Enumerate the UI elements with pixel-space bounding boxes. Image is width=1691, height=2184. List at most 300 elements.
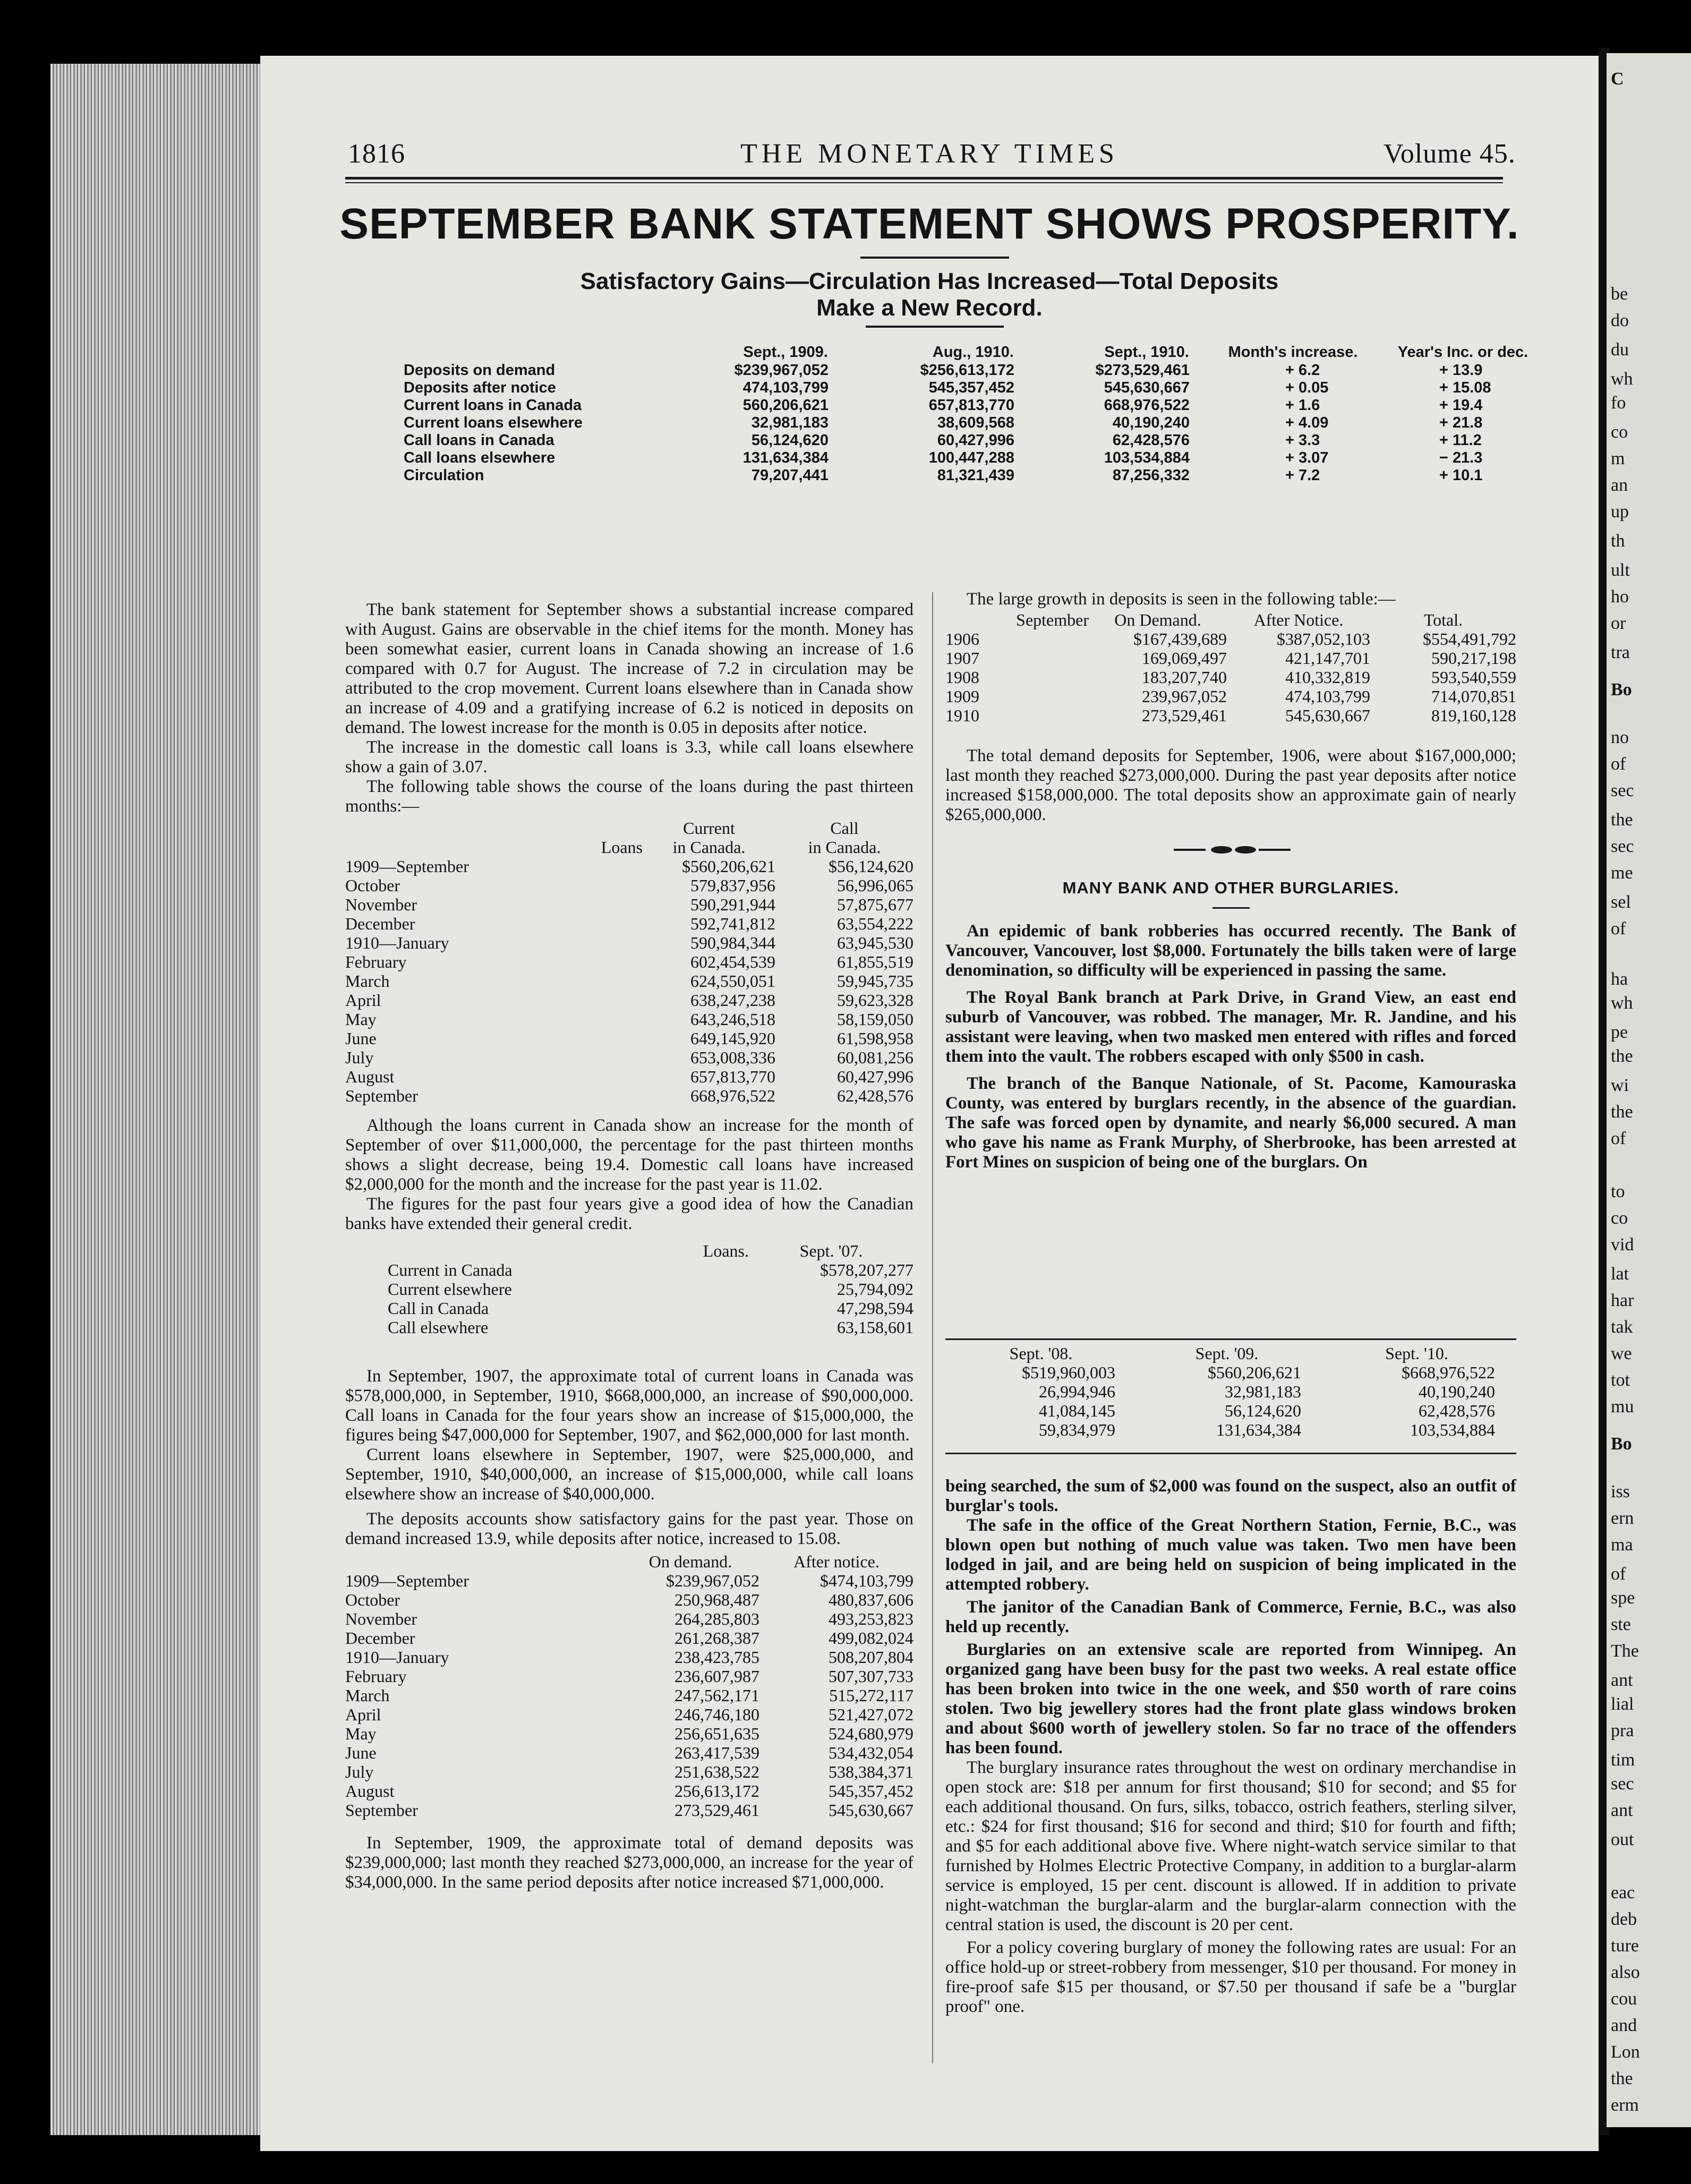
- paragraph: Although the loans current in Canada show an increase for the month of September of over $11,000,000, the percentage for the past thirteen months shows a slight decrease, being 19.4. Domestic call loans have increased $2,000,000 for the month and the increase for the past year is 11.02.: [345, 1116, 913, 1194]
- deposit-label: September: [345, 1801, 418, 1820]
- adjacent-page-line: the: [1611, 1102, 1633, 1122]
- wide-row: [945, 1382, 1516, 1401]
- article-title: SEPTEMBER BANK STATEMENT SHOWS PROSPERITY.: [339, 200, 1519, 248]
- deposit-row: [345, 1571, 913, 1590]
- deposit-row: [345, 1705, 913, 1724]
- summary-cell: 657,813,770: [928, 397, 1014, 414]
- adjacent-page-line: mu: [1611, 1397, 1634, 1417]
- wide-table-rule-bottom: [945, 1453, 1516, 1454]
- wide-cell: 62,428,576: [1419, 1401, 1495, 1420]
- adjacent-page-line: spe: [1611, 1588, 1635, 1608]
- deposit-row: [345, 1762, 913, 1781]
- loans-cell: $56,124,620: [829, 857, 913, 876]
- adjacent-page-line: tim: [1611, 1750, 1635, 1770]
- growth-header: September: [1016, 610, 1089, 629]
- loans-row: [345, 1048, 913, 1067]
- wide-header-row: [945, 1344, 1516, 1363]
- summary-cell: + 11.2: [1439, 432, 1482, 449]
- summary-row: [404, 379, 1540, 397]
- newspaper-page: [260, 56, 1599, 2151]
- publication-title: THE MONETARY TIMES: [740, 139, 1118, 169]
- loans-header: Call: [830, 818, 859, 838]
- summary-cell: 545,357,452: [928, 379, 1014, 396]
- deposit-label: 1909—September: [345, 1571, 469, 1590]
- deposit-row: [345, 1743, 913, 1762]
- summary-cell: + 4.09: [1285, 414, 1329, 431]
- growth-cell: 410,332,819: [1285, 668, 1370, 687]
- loans-label: 1910—January: [345, 933, 449, 952]
- wide-cell: $668,976,522: [1402, 1363, 1495, 1382]
- paragraph: being searched, the sum of $2,000 was found on the suspect, also an outfit of burglar's tools.: [945, 1477, 1516, 1515]
- loans-label: September: [345, 1086, 418, 1105]
- loans-cell: 653,008,336: [690, 1048, 775, 1067]
- volume-label: Volume 45.: [1383, 139, 1516, 169]
- section-divider: [945, 825, 1516, 867]
- summary-cell: + 6.2: [1285, 362, 1320, 379]
- deposit-cell: 261,268,387: [674, 1628, 759, 1648]
- loans-label: February: [345, 952, 407, 971]
- adjacent-page-line: sec: [1611, 1774, 1634, 1794]
- paragraph: The burglary insurance rates throughout the west on ordinary merchandise in open stock are: $18 per annum for first thousand; $10 for second; and $5 for each additional thousand. On furs, silks, tobacco, ostrich feathers, sterling silver, etc.: $24 for first thousand; $16 for second and third; $10 for fourth and fifth; and $5 for each additional above five. Where night-watch service similar to that furnished by Holmes Electric Protective Company, in addition to a burglar-alarm service is employed, 15 per cent. discount is allowed. If in addition to private night-watchman the burglar-alarm and the burglar-alarm connection with the central station is used, the discount is 20 per cent.: [945, 1758, 1516, 1934]
- column-separator: [932, 592, 933, 2063]
- adjacent-page-line: vid: [1611, 1235, 1634, 1255]
- summary-cell: + 0.05: [1285, 379, 1329, 396]
- four-year-table: [345, 1241, 913, 1337]
- growth-cell: 183,207,740: [1142, 668, 1227, 687]
- adjacent-page-line: tak: [1611, 1317, 1633, 1337]
- summary-cell: 40,190,240: [1112, 414, 1190, 431]
- adjacent-page-line: cou: [1611, 1989, 1637, 2009]
- loans-header: in Canada.: [672, 838, 746, 857]
- deposit-label: May: [345, 1724, 377, 1743]
- deposit-cell: 534,432,054: [829, 1743, 913, 1762]
- wide-row: [945, 1420, 1516, 1439]
- growth-cell: 819,160,128: [1431, 706, 1516, 725]
- deposit-cell: 480,837,606: [829, 1590, 913, 1609]
- summary-cell: 545,630,667: [1104, 379, 1190, 396]
- adjacent-page-line: co: [1611, 1208, 1628, 1228]
- deposit-row: [345, 1667, 913, 1686]
- summary-header-cell: Sept., 1909.: [743, 344, 828, 361]
- adjacent-page-line: wi: [1611, 1076, 1629, 1095]
- deposit-row: [345, 1686, 913, 1705]
- column-right: [945, 590, 1516, 1172]
- loans-row: [345, 1067, 913, 1086]
- adjacent-page-line: we: [1611, 1344, 1632, 1363]
- summary-cell: − 21.3: [1439, 449, 1483, 466]
- summary-cell: 668,976,522: [1104, 397, 1190, 414]
- adjacent-page-line: ult: [1611, 560, 1630, 580]
- adjacent-page-line: ern: [1611, 1508, 1634, 1528]
- growth-cell: 474,103,799: [1285, 687, 1370, 706]
- wide-cell: 59,834,979: [1039, 1420, 1115, 1439]
- adjacent-page-line: the: [1611, 1046, 1633, 1066]
- loans-row: [345, 895, 913, 914]
- deposit-label: June: [345, 1743, 377, 1762]
- deposit-row: [345, 1801, 913, 1820]
- loans-cell: 56,996,065: [837, 876, 913, 895]
- summary-row: [404, 414, 1540, 432]
- loans-label: December: [345, 914, 415, 933]
- growth-cell: 273,529,461: [1142, 706, 1227, 725]
- summary-cell: 87,256,332: [1112, 467, 1190, 484]
- loans-cell: $560,206,621: [682, 857, 775, 876]
- adjacent-page-line: sec: [1611, 781, 1634, 800]
- burglary-heading: MANY BANK AND OTHER BURGLARIES.: [1062, 878, 1399, 897]
- adjacent-page-line: or: [1611, 613, 1626, 633]
- loans-cell: 59,623,328: [837, 991, 913, 1010]
- paragraph: Current loans elsewhere in September, 1907, were $25,000,000, and September, 1910, $40,000,000, an increase of $15,000,000, while call loans elsewhere show an increase of $40,000,000.: [345, 1445, 913, 1504]
- loans-cell: 602,454,539: [690, 952, 775, 971]
- adjacent-page-line: pra: [1611, 1721, 1634, 1741]
- growth-year: 1907: [945, 649, 979, 668]
- adjacent-page-line: sel: [1611, 892, 1631, 912]
- wide-table-rule-top: [945, 1338, 1516, 1340]
- loans-cell: 624,550,051: [690, 971, 775, 991]
- summary-cell: + 19.4: [1439, 397, 1483, 414]
- adjacent-page-line: to: [1611, 1182, 1625, 1201]
- paragraph: In September, 1907, the approximate total of current loans in Canada was $578,000,000, in September, 1910, $668,000,000, an increase of $90,000,000. Call loans in Canada for the four years show an increase of $15,000,000, the figures being $47,000,000 for September, 1907, and $62,000,000 for last month.: [345, 1367, 913, 1445]
- adjacent-page-line: The: [1611, 1641, 1639, 1661]
- deposit-cell: 246,746,180: [674, 1705, 759, 1724]
- growth-year: 1909: [945, 687, 979, 706]
- paragraph: In September, 1909, the approximate total of demand deposits was $239,000,000; last month they reached $273,000,000, an increase for the year of $34,000,000. In the same period deposits after notice increased $71,000,000.: [345, 1833, 913, 1892]
- page-number: 1816: [348, 139, 405, 169]
- loans-cell: 57,875,677: [837, 895, 913, 914]
- deposit-label: February: [345, 1667, 407, 1686]
- paragraph: The large growth in deposits is seen in the following table:—: [967, 590, 1396, 609]
- growth-cell: $387,052,103: [1277, 629, 1370, 649]
- summary-cell: + 3.3: [1285, 432, 1320, 449]
- growth-cell: 545,630,667: [1285, 706, 1370, 725]
- loans-row: [345, 933, 913, 952]
- wide-cell: 56,124,620: [1225, 1401, 1301, 1420]
- adjacent-page-line: th: [1611, 531, 1625, 551]
- loans-label: 1909—September: [345, 857, 469, 876]
- loans-cell: 590,984,344: [690, 933, 775, 952]
- deposit-cell: 545,357,452: [829, 1781, 913, 1801]
- summary-cell: 60,427,996: [937, 432, 1014, 449]
- growth-cell: 593,540,559: [1431, 668, 1516, 687]
- loans-header: in Canada.: [808, 838, 881, 857]
- deposit-cell: 256,613,172: [674, 1781, 759, 1801]
- deposit-cell: 264,285,803: [674, 1609, 759, 1628]
- loans-cell: 649,145,920: [690, 1029, 775, 1048]
- deposit-row: [345, 1628, 913, 1648]
- wide-header: Sept. '08.: [1009, 1344, 1073, 1363]
- deposit-cell: 273,529,461: [674, 1801, 759, 1820]
- summary-cell: 474,103,799: [742, 379, 829, 396]
- loans-row: [345, 971, 913, 991]
- summary-cell: 62,428,576: [1112, 432, 1190, 449]
- paragraph: The janitor of the Canadian Bank of Commerce, Fernie, B.C., was also held up recently.: [945, 1598, 1516, 1636]
- deposit-label: November: [345, 1609, 417, 1628]
- wide-row: [945, 1363, 1516, 1382]
- summary-cell: + 1.6: [1285, 397, 1320, 414]
- article-subtitle-line2: Make a New Record.: [816, 295, 1043, 321]
- adjacent-page-line: an: [1611, 475, 1628, 495]
- summary-cell: 103,534,884: [1104, 449, 1190, 466]
- adjacent-page-line: ma: [1611, 1535, 1633, 1555]
- wide-cell: 32,981,183: [1225, 1382, 1301, 1401]
- loans-header-row: [345, 838, 913, 857]
- loans-row: [345, 914, 913, 933]
- wide-cell: 40,190,240: [1419, 1382, 1495, 1401]
- adjacent-page-line: erm: [1611, 2095, 1639, 2115]
- loans-cell: 63,554,222: [837, 914, 913, 933]
- loans-label: July: [345, 1048, 374, 1067]
- growth-row: [945, 629, 1516, 649]
- paragraph: The Royal Bank branch at Park Drive, in Grand View, an east end suburb of Vancouver, was robbed. The manager, Mr. R. Jandine, and his assistant were leaving, when two masked men entered with rifles and forced them into the vault. The robbers escaped with only $500 in cash.: [945, 988, 1516, 1066]
- loans-cell: 657,813,770: [690, 1067, 775, 1086]
- adjacent-page-line: of: [1611, 1129, 1626, 1148]
- wide-row: [945, 1401, 1516, 1420]
- summary-cell: 100,447,288: [928, 449, 1014, 466]
- deposit-row: [345, 1609, 913, 1628]
- four-year-row: [345, 1279, 913, 1299]
- four-year-header-row: [345, 1241, 913, 1260]
- ornament-divider: [1174, 846, 1291, 855]
- adjacent-page-line: wh: [1611, 369, 1633, 389]
- deposit-label: August: [345, 1781, 395, 1801]
- four-year-label-head: Loans.: [703, 1241, 749, 1260]
- four-year-label: Call in Canada: [388, 1299, 489, 1318]
- loans-cell: 590,291,944: [690, 895, 775, 914]
- four-year-label: Current elsewhere: [388, 1279, 512, 1299]
- growth-cell: $554,491,792: [1423, 629, 1516, 649]
- paragraph: The figures for the past four years give a good idea of how the Canadian banks have extended their general credit.: [345, 1195, 913, 1233]
- deposit-header-row: [345, 1552, 913, 1571]
- adjacent-page-line: tot: [1611, 1370, 1630, 1390]
- adjacent-page-line: deb: [1611, 1909, 1637, 1929]
- deposit-cell: 507,307,733: [829, 1667, 913, 1686]
- summary-cell: 56,124,620: [751, 432, 829, 449]
- four-year-cell: 63,158,601: [837, 1318, 913, 1337]
- summary-cell: 79,207,441: [751, 467, 829, 484]
- burglary-bold-section: [945, 922, 1516, 1172]
- deposit-row: [345, 1781, 913, 1801]
- growth-year: 1908: [945, 668, 979, 687]
- deposit-label: March: [345, 1686, 390, 1705]
- wide-cell: 103,534,884: [1410, 1420, 1495, 1439]
- adjacent-page-line: ture: [1611, 1936, 1639, 1956]
- subtitle-rule: [866, 326, 1004, 328]
- deposit-cell: 263,417,539: [674, 1743, 759, 1762]
- summary-cell: 560,206,621: [742, 397, 829, 414]
- deposit-header: On demand.: [648, 1552, 732, 1571]
- summary-label: Current loans in Canada: [404, 397, 582, 414]
- four-year-cell: $578,207,277: [820, 1260, 913, 1279]
- four-year-row: [345, 1260, 913, 1279]
- loans-cell: 58,159,050: [837, 1010, 913, 1029]
- growth-row: [945, 706, 1516, 725]
- summary-row: [404, 432, 1540, 449]
- paragraph: The branch of the Banque Nationale, of St. Pacome, Kamouraska County, was entered by burglars recently, in the absence of the guardian. The safe was forced open by dynamite, and nearly $6,000 secured. A man who gave his name as Frank Murphy, of Sherbrooke, has been arrested at Fort Mines on suspicion of being one of the burglars. On: [945, 1074, 1516, 1172]
- adjacent-page-line: me: [1611, 863, 1633, 883]
- loans-row: [345, 1086, 913, 1105]
- adjacent-page-line: eac: [1611, 1883, 1635, 1903]
- growth-cell: 590,217,198: [1431, 649, 1516, 668]
- adjacent-page-line: and: [1611, 2016, 1637, 2035]
- summary-cell: 32,981,183: [751, 414, 829, 431]
- summary-cell: + 10.1: [1439, 467, 1483, 484]
- adjacent-page-line: wh: [1611, 993, 1633, 1013]
- deposit-label: December: [345, 1628, 415, 1648]
- adjacent-page-line: m: [1611, 449, 1625, 468]
- loans-header: Current: [683, 818, 735, 838]
- summary-cell: $273,529,461: [1095, 362, 1190, 379]
- loans-cell: 668,976,522: [690, 1086, 775, 1105]
- adjacent-page-line: also: [1611, 1963, 1640, 1982]
- four-year-label: Current in Canada: [388, 1260, 513, 1279]
- adjacent-page-line: of: [1611, 754, 1626, 774]
- deposit-cell: 508,207,804: [829, 1648, 913, 1667]
- loans-label: October: [345, 876, 400, 895]
- summary-cell: + 7.2: [1285, 467, 1320, 484]
- burglary-continued: [945, 1477, 1516, 2017]
- four-year-row: [345, 1299, 913, 1318]
- adjacent-page-line: the: [1611, 810, 1633, 830]
- growth-header: Total.: [1423, 610, 1463, 629]
- adjacent-page-line: C: [1611, 69, 1624, 89]
- adjacent-page-line: Bo: [1611, 680, 1632, 699]
- growth-cell: 714,070,851: [1431, 687, 1516, 706]
- deposit-cell: 515,272,117: [829, 1686, 913, 1705]
- loans-cell: 62,428,576: [837, 1086, 913, 1105]
- adjacent-page-line: ste: [1611, 1615, 1631, 1634]
- growth-header: On Demand.: [1114, 610, 1201, 629]
- adjacent-page-line: ha: [1611, 969, 1628, 989]
- header-rule: [345, 177, 1503, 180]
- adjacent-page-line: ant: [1611, 1801, 1633, 1820]
- deposit-table: [345, 1552, 913, 1820]
- growth-header-row: [945, 610, 1516, 629]
- adjacent-page-line: no: [1611, 728, 1629, 747]
- loans-label: April: [345, 991, 381, 1010]
- deposit-header: After notice.: [793, 1552, 879, 1571]
- adjacent-page-line: of: [1611, 919, 1626, 939]
- summary-cell: 131,634,384: [742, 449, 829, 466]
- paragraph: An epidemic of bank robberies has occurred recently. The Bank of Vancouver, Vancouver, lost $8,000. Fortunately the bills taken were of large denomination, so difficulty will be experienced in passing the same.: [945, 922, 1516, 980]
- summary-cell: $256,613,172: [920, 362, 1014, 379]
- loans-header-row: [345, 818, 913, 838]
- loans-cell: 59,945,735: [837, 971, 913, 991]
- summary-row: [404, 362, 1540, 379]
- paragraph: The safe in the office of the Great Northern Station, Fernie, B.C., was blown open but nothing of much value was taken. Two men have been lodged in jail, and are being held on suspicion of being implicated in the attempted robbery.: [945, 1516, 1516, 1594]
- wide-cell: 26,994,946: [1039, 1382, 1115, 1401]
- paragraph: The following table shows the course of the loans during the past thirteen months:—: [345, 777, 913, 816]
- summary-header-cell: Aug., 1910.: [932, 344, 1014, 361]
- wide-cell: 41,084,145: [1039, 1401, 1115, 1420]
- deposit-cell: 545,630,667: [829, 1801, 913, 1820]
- deposit-cell: 247,562,171: [674, 1686, 759, 1705]
- four-year-cell: 47,298,594: [837, 1299, 913, 1318]
- summary-cell: $239,967,052: [734, 362, 829, 379]
- title-rule: [860, 257, 1009, 259]
- growth-row: [945, 687, 1516, 706]
- summary-label: Deposits after notice: [404, 379, 556, 396]
- wide-cell: $560,206,621: [1208, 1363, 1301, 1382]
- loans-cell: 63,945,530: [837, 933, 913, 952]
- adjacent-page-line: of: [1611, 1564, 1626, 1584]
- loans-row: [345, 857, 913, 876]
- loans-header: Loans: [601, 838, 643, 857]
- adjacent-page-line: sec: [1611, 837, 1634, 856]
- adjacent-page-line: lial: [1611, 1694, 1634, 1714]
- paragraph: The increase in the domestic call loans is 3.3, while call loans elsewhere show a gain of 3.07.: [345, 738, 913, 777]
- summary-label: Deposits on demand: [404, 362, 556, 379]
- summary-row: [404, 449, 1540, 467]
- adjacent-page-line: Bo: [1611, 1434, 1632, 1454]
- loans-cell: 60,427,996: [837, 1067, 913, 1086]
- loans-cell: 592,741,812: [690, 914, 775, 933]
- four-year-continuation-table: [945, 1344, 1516, 1439]
- four-year-row: [345, 1318, 913, 1337]
- growth-header: After Notice.: [1253, 610, 1344, 629]
- deposit-row: [345, 1724, 913, 1743]
- growth-cell: 239,967,052: [1142, 687, 1227, 706]
- paragraph: Burglaries on an extensive scale are reported from Winnipeg. An organized gang have been busy for the past two weeks. A real estate office has been broken into twice in the one week, and $50 worth of rare coins stolen. Two big jewellery stores had the front plate glass windows broken and about $600 worth of jewellery stolen. So far no trace of the offenders has been found.: [945, 1640, 1516, 1758]
- adjacent-page-line: ant: [1611, 1670, 1633, 1690]
- deposit-cell: 524,680,979: [829, 1724, 913, 1743]
- adjacent-page-line: do: [1611, 311, 1629, 330]
- summary-header-cell: Month's increase.: [1228, 344, 1358, 361]
- adjacent-page-line: du: [1611, 340, 1629, 360]
- deposit-label: July: [345, 1762, 374, 1781]
- heading-rule: [1212, 907, 1250, 909]
- growth-year: 1910: [945, 706, 979, 725]
- deposit-cell: 250,968,487: [674, 1590, 759, 1609]
- article-subtitle-line1: Satisfactory Gains—Circulation Has Increased—Total Deposits: [580, 268, 1279, 294]
- loans-cell: 61,855,519: [837, 952, 913, 971]
- loans-label: August: [345, 1067, 395, 1086]
- growth-table: [945, 610, 1516, 725]
- deposit-label: October: [345, 1590, 400, 1609]
- adjacent-page-line: pe: [1611, 1022, 1628, 1042]
- loans-row: [345, 876, 913, 895]
- summary-cell: + 15.08: [1439, 379, 1491, 396]
- loans-row: [345, 991, 913, 1010]
- adjacent-page-line: Lon: [1611, 2042, 1640, 2062]
- deposit-cell: 238,423,785: [674, 1648, 759, 1667]
- deposit-cell: 493,253,823: [829, 1609, 913, 1628]
- summary-label: Call loans in Canada: [404, 432, 554, 449]
- adjacent-page-line: iss: [1611, 1482, 1630, 1502]
- adjacent-page-line: be: [1611, 284, 1628, 304]
- deposit-row: [345, 1648, 913, 1667]
- four-year-cell: 25,794,092: [837, 1279, 913, 1299]
- loans-cell: 579,837,956: [690, 876, 775, 895]
- paragraph: The deposits accounts show satisfactory gains for the past year. Those on demand increased 13.9, while deposits after notice, increased to 15.08.: [345, 1509, 913, 1548]
- summary-cell: + 13.9: [1439, 362, 1483, 379]
- loans-row: [345, 952, 913, 971]
- summary-header-cell: Sept., 1910.: [1104, 344, 1189, 361]
- deposit-cell: $474,103,799: [820, 1571, 913, 1590]
- adjacent-page-line: lat: [1611, 1264, 1629, 1284]
- adjacent-page-line: the: [1611, 2069, 1633, 2088]
- loans-cell: 61,598,958: [837, 1029, 913, 1048]
- loans-table: [345, 818, 913, 1105]
- adjacent-page-line: co: [1611, 422, 1628, 442]
- growth-row: [945, 649, 1516, 668]
- loans-label: March: [345, 971, 390, 991]
- deposit-cell: 499,082,024: [829, 1628, 913, 1648]
- adjacent-page-line: har: [1611, 1291, 1634, 1310]
- loans-row: [345, 1029, 913, 1048]
- growth-cell: $167,439,689: [1133, 629, 1227, 649]
- deposit-cell: 538,384,371: [829, 1762, 913, 1781]
- wide-cell: $519,960,003: [1022, 1363, 1115, 1382]
